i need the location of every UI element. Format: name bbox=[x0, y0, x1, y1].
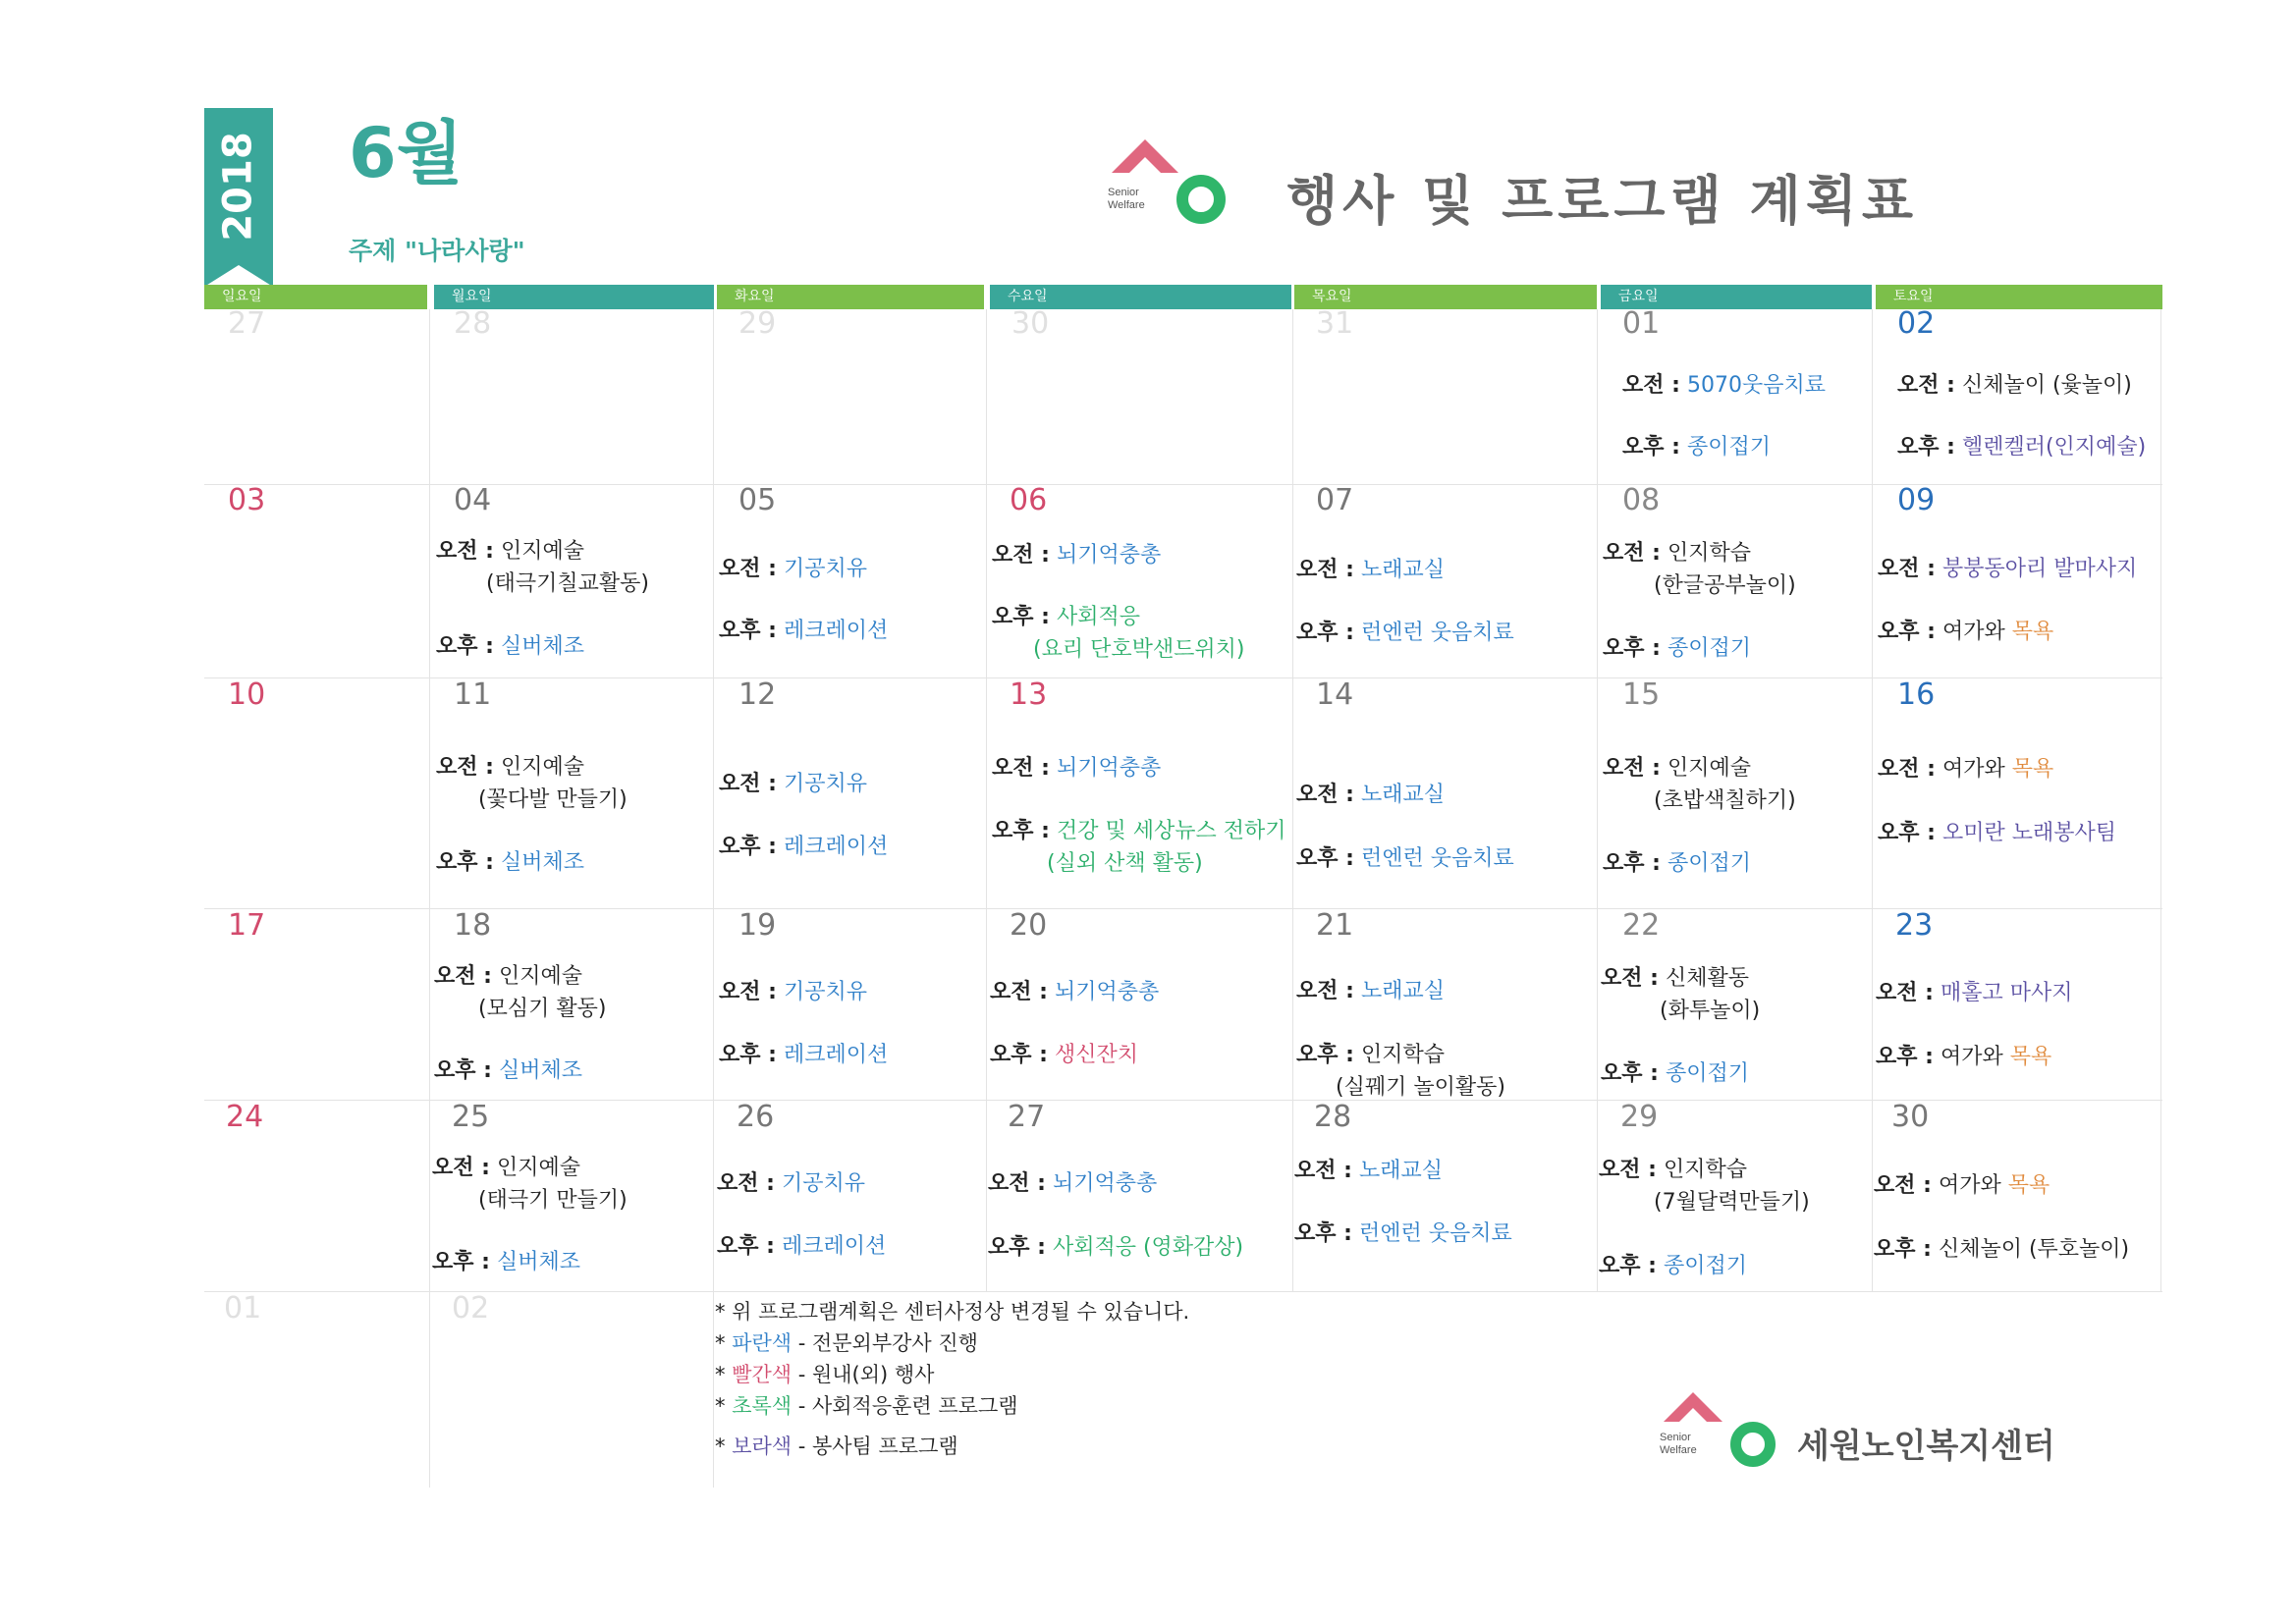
pm-program bbox=[1603, 631, 1751, 662]
pm-label: 오후 : bbox=[1296, 1043, 1354, 1067]
program-name: 종이접기 bbox=[1665, 1061, 1749, 1086]
weekday-mon: 월요일 bbox=[434, 285, 714, 309]
grid-v bbox=[986, 309, 987, 1291]
date-number: 01 bbox=[1622, 306, 1661, 341]
am-program bbox=[1603, 536, 1751, 567]
am-program bbox=[1603, 751, 1751, 782]
program-name: 노래교실 bbox=[1360, 979, 1445, 1003]
pm-label: 오후 : bbox=[719, 619, 777, 643]
am-program bbox=[436, 750, 584, 781]
date-number: 25 bbox=[452, 1100, 490, 1134]
note-blue-text: - 전문외부강사 진행 bbox=[792, 1331, 978, 1355]
program-name: 런엔런 웃음치료 bbox=[1360, 621, 1514, 645]
program-name: 목욕 bbox=[2009, 1045, 2052, 1069]
year-label: 2018 bbox=[216, 132, 262, 242]
am-program bbox=[717, 1166, 865, 1197]
pm-label: 오후 : bbox=[434, 1058, 492, 1083]
date-number: 31 bbox=[1316, 306, 1354, 341]
am-label: 오전 : bbox=[434, 964, 492, 989]
program-name: 인지예술 bbox=[498, 964, 582, 989]
pm-program bbox=[1296, 616, 1514, 646]
date-number: 30 bbox=[1891, 1100, 1930, 1134]
date-number: 23 bbox=[1895, 908, 1934, 943]
date-number: 08 bbox=[1622, 483, 1661, 517]
am-label: 오전 : bbox=[717, 1171, 775, 1196]
program-name: 5070웃음치료 bbox=[1686, 373, 1826, 398]
program-detail: (실꿰기 놀이활동) bbox=[1336, 1075, 1505, 1100]
date-number: 01 bbox=[224, 1291, 262, 1326]
am-program bbox=[992, 751, 1161, 782]
am-label: 오전 : bbox=[988, 1171, 1046, 1196]
document-title: 행사 및 프로그램 계획표 bbox=[1286, 170, 1919, 232]
program-detail: (7월달력만들기) bbox=[1654, 1190, 1810, 1215]
program-name: 인지예술 bbox=[1667, 756, 1751, 781]
program-prefix: 여가와 bbox=[1938, 1173, 2008, 1198]
program-name: 종이접기 bbox=[1667, 851, 1751, 876]
program-name: 뇌기억충총 bbox=[1054, 980, 1160, 1004]
program-name: 런엔런 웃음치료 bbox=[1358, 1221, 1512, 1246]
program-name: 실버체조 bbox=[498, 1058, 582, 1083]
program-name: 인지예술 bbox=[500, 539, 584, 564]
program-name: 사회적응 (영화감상) bbox=[1052, 1235, 1244, 1260]
program-name: 목욕 bbox=[2011, 757, 2054, 782]
am-program bbox=[432, 1151, 580, 1181]
program-name: 레크레이션 bbox=[783, 619, 889, 643]
circle-icon bbox=[1730, 1422, 1776, 1467]
pm-program bbox=[719, 1038, 888, 1068]
pm-program bbox=[1622, 430, 1771, 460]
am-program bbox=[1296, 778, 1445, 808]
am-program bbox=[1294, 1154, 1443, 1184]
date-number: 05 bbox=[738, 483, 777, 517]
note-purple-text: - 봉사팀 프로그램 bbox=[792, 1435, 958, 1458]
am-label: 오전 : bbox=[1296, 979, 1354, 1003]
date-number: 29 bbox=[1620, 1100, 1659, 1134]
program-name: 인지학습 bbox=[1360, 1043, 1445, 1067]
program-detail: (꽃다발 만들기) bbox=[478, 787, 628, 812]
program-name: 신체활동 bbox=[1665, 966, 1749, 991]
grid-h bbox=[204, 1291, 2162, 1292]
pm-label: 오후 : bbox=[717, 1234, 775, 1259]
weekday-wed: 수요일 bbox=[990, 285, 1291, 309]
program-name: 인지학습 bbox=[1663, 1158, 1747, 1182]
date-number: 29 bbox=[738, 306, 777, 341]
am-program bbox=[990, 975, 1159, 1005]
pm-program bbox=[432, 1245, 580, 1275]
pm-program bbox=[1601, 1056, 1749, 1087]
date-number: 17 bbox=[228, 908, 266, 943]
pm-program bbox=[988, 1230, 1243, 1261]
program-name: 기공치유 bbox=[783, 557, 867, 581]
month-title: 6월 bbox=[349, 113, 464, 193]
footer-logo bbox=[1656, 1384, 1793, 1473]
program-name: 목욕 bbox=[2007, 1173, 2050, 1198]
am-label: 오전 : bbox=[992, 543, 1050, 568]
note-green-label: 초록색 bbox=[732, 1394, 793, 1418]
program-name: 기공치유 bbox=[783, 772, 867, 796]
am-program bbox=[719, 552, 867, 582]
pm-label: 오후 : bbox=[1878, 620, 1936, 644]
am-label: 오전 : bbox=[1296, 558, 1354, 582]
program-name: 실버체조 bbox=[500, 850, 584, 875]
grid-v bbox=[1292, 309, 1293, 1291]
note-star: * bbox=[715, 1363, 733, 1386]
date-number: 28 bbox=[454, 306, 492, 341]
am-program bbox=[1622, 368, 1826, 399]
program-name: 뇌기억충총 bbox=[1056, 543, 1162, 568]
program-name: 기공치유 bbox=[781, 1171, 865, 1196]
am-label: 오전 : bbox=[1601, 966, 1659, 991]
program-name: 붕붕동아리 발마사지 bbox=[1941, 557, 2138, 581]
am-label: 오전 : bbox=[1622, 373, 1680, 398]
am-program bbox=[1601, 961, 1749, 992]
weekday-fri: 금요일 bbox=[1601, 285, 1872, 309]
grid-h bbox=[204, 1100, 2162, 1101]
roof-inner bbox=[1123, 157, 1167, 179]
program-name: 기공치유 bbox=[783, 980, 867, 1004]
am-label: 오전 : bbox=[436, 539, 494, 564]
pm-program bbox=[1897, 430, 2146, 460]
grid-h bbox=[204, 677, 2162, 678]
am-label: 오전 : bbox=[719, 980, 777, 1004]
pm-program bbox=[1296, 841, 1514, 872]
am-label: 오전 : bbox=[1878, 757, 1936, 782]
note-star: * bbox=[715, 1394, 733, 1418]
date-number: 04 bbox=[454, 483, 492, 517]
pm-label: 오후 : bbox=[719, 1043, 777, 1067]
program-name: 목욕 bbox=[2011, 620, 2054, 644]
note-star: * bbox=[715, 1435, 733, 1458]
am-label: 오전 : bbox=[1603, 541, 1661, 566]
program-name: 런엔런 웃음치료 bbox=[1360, 846, 1514, 871]
circle-icon bbox=[1176, 175, 1226, 224]
program-name: 종이접기 bbox=[1686, 435, 1771, 460]
note-green bbox=[715, 1390, 1018, 1420]
am-label: 오전 : bbox=[436, 755, 494, 780]
program-name: 레크레이션 bbox=[783, 835, 889, 859]
program-name: 뇌기억충총 bbox=[1056, 756, 1162, 781]
theme-label: 주제 "나라사랑" bbox=[349, 237, 525, 265]
program-name: 레크레이션 bbox=[783, 1043, 889, 1067]
note-blue bbox=[715, 1327, 978, 1357]
logo-text-welfare: Welfare bbox=[1108, 199, 1145, 211]
am-label: 오전 : bbox=[1897, 373, 1955, 398]
pm-label: 오후 : bbox=[719, 835, 777, 859]
pm-program bbox=[436, 845, 584, 876]
note-purple-label: 보라색 bbox=[732, 1435, 793, 1458]
pm-label: 오후 : bbox=[988, 1235, 1046, 1260]
logo-text-welfare: Welfare bbox=[1660, 1444, 1697, 1456]
program-name: 신체놀이 (투호놀이) bbox=[1938, 1237, 2130, 1262]
date-number: 27 bbox=[228, 306, 266, 341]
date-number: 10 bbox=[228, 677, 266, 712]
pm-program bbox=[1876, 1040, 2051, 1070]
program-name: 노래교실 bbox=[1358, 1159, 1443, 1183]
am-label: 오전 : bbox=[1878, 557, 1936, 581]
am-label: 오전 : bbox=[1294, 1159, 1352, 1183]
program-name: 뇌기억충총 bbox=[1052, 1171, 1158, 1196]
am-program bbox=[1897, 368, 2132, 399]
pm-program bbox=[436, 629, 584, 660]
pm-program bbox=[719, 614, 888, 644]
year-label-wrap bbox=[204, 108, 273, 265]
pm-program bbox=[992, 600, 1140, 630]
note-change: * 위 프로그램계획은 센터사정상 변경될 수 있습니다. bbox=[715, 1300, 1190, 1324]
program-name: 종이접기 bbox=[1663, 1254, 1747, 1278]
pm-program bbox=[1296, 1038, 1445, 1068]
program-detail: (태극기칠교활동) bbox=[486, 571, 649, 596]
program-name: 헬렌켈러(인지예술) bbox=[1961, 435, 2147, 460]
am-label: 오전 : bbox=[992, 756, 1050, 781]
pm-label: 오후 : bbox=[1601, 1061, 1659, 1086]
weekday-sun: 일요일 bbox=[204, 285, 427, 309]
date-number: 07 bbox=[1316, 483, 1354, 517]
note-red bbox=[715, 1359, 934, 1388]
note-red-label: 빨간색 bbox=[732, 1363, 793, 1386]
program-detail: (화투놀이) bbox=[1660, 999, 1761, 1023]
note-blue-label: 파란색 bbox=[732, 1331, 793, 1355]
pm-label: 오후 : bbox=[1874, 1237, 1932, 1262]
am-label: 오전 : bbox=[719, 772, 777, 796]
am-program bbox=[1878, 752, 2053, 783]
pm-label: 오후 : bbox=[1603, 636, 1661, 661]
program-name: 인지학습 bbox=[1667, 541, 1751, 566]
pm-label: 오후 : bbox=[1897, 435, 1955, 460]
center-name: 세원노인복지센터 bbox=[1797, 1427, 2055, 1466]
date-number: 30 bbox=[1011, 306, 1050, 341]
weekday-tue: 화요일 bbox=[717, 285, 984, 309]
pm-label: 오후 : bbox=[1603, 851, 1661, 876]
grid-v bbox=[2160, 309, 2161, 1291]
pm-label: 오후 : bbox=[992, 819, 1050, 843]
am-program bbox=[1599, 1153, 1747, 1183]
pm-program bbox=[1294, 1217, 1512, 1247]
am-program bbox=[719, 767, 867, 797]
date-number: 27 bbox=[1008, 1100, 1046, 1134]
note-purple bbox=[715, 1431, 958, 1460]
am-program bbox=[719, 975, 867, 1005]
program-detail: (모심기 활동) bbox=[478, 997, 607, 1021]
date-number: 03 bbox=[228, 483, 266, 517]
pm-program bbox=[1874, 1232, 2129, 1263]
pm-label: 오후 : bbox=[432, 1250, 490, 1274]
grid-h bbox=[204, 908, 2162, 909]
pm-program bbox=[717, 1229, 886, 1260]
date-number: 28 bbox=[1314, 1100, 1352, 1134]
logo-text-senior: Senior bbox=[1660, 1432, 1691, 1443]
date-number: 12 bbox=[738, 677, 777, 712]
date-number: 15 bbox=[1622, 677, 1661, 712]
am-program bbox=[1296, 974, 1445, 1004]
program-detail: (요리 단호박샌드위치) bbox=[1033, 637, 1245, 662]
program-detail: (실외 산책 활동) bbox=[1047, 851, 1203, 876]
am-label: 오전 : bbox=[1876, 981, 1934, 1005]
weekday-sat: 토요일 bbox=[1876, 285, 2162, 309]
pm-program bbox=[1878, 615, 2053, 645]
pm-label: 오후 : bbox=[990, 1043, 1048, 1067]
weekday-thu: 목요일 bbox=[1294, 285, 1597, 309]
date-number: 13 bbox=[1010, 677, 1048, 712]
pm-label: 오후 : bbox=[436, 850, 494, 875]
program-detail: (초밥색칠하기) bbox=[1654, 788, 1796, 813]
am-program bbox=[1874, 1168, 2050, 1199]
senior-welfare-logo bbox=[1100, 135, 1237, 229]
am-program bbox=[1296, 553, 1445, 583]
program-name: 매홀고 마사지 bbox=[1940, 981, 2073, 1005]
pm-label: 오후 : bbox=[1296, 846, 1354, 871]
program-name: 노래교실 bbox=[1360, 558, 1445, 582]
am-program bbox=[1876, 976, 2072, 1006]
program-name: 건강 및 세상뉴스 전하기 bbox=[1056, 819, 1286, 843]
am-label: 오전 : bbox=[1296, 783, 1354, 807]
am-label: 오전 : bbox=[1599, 1158, 1657, 1182]
grid-v bbox=[1597, 309, 1598, 1291]
date-number: 26 bbox=[737, 1100, 775, 1134]
pm-label: 오후 : bbox=[1296, 621, 1354, 645]
pm-label: 오후 : bbox=[1622, 435, 1680, 460]
date-number: 20 bbox=[1010, 908, 1048, 943]
program-name: 오미란 노래봉사팀 bbox=[1941, 821, 2116, 845]
date-number: 24 bbox=[226, 1100, 264, 1134]
date-number: 11 bbox=[454, 677, 492, 712]
program-name: 실버체조 bbox=[500, 634, 584, 659]
grid-v bbox=[429, 309, 430, 1488]
date-number: 16 bbox=[1897, 677, 1936, 712]
logo-text-senior: Senior bbox=[1108, 187, 1139, 198]
pm-program bbox=[434, 1054, 582, 1084]
pm-label: 오후 : bbox=[1294, 1221, 1352, 1246]
program-name: 인지예술 bbox=[500, 755, 584, 780]
note-green-text: - 사회적응훈련 프로그램 bbox=[792, 1394, 1018, 1418]
program-prefix: 여가와 bbox=[1941, 757, 2012, 782]
grid-h bbox=[204, 484, 2162, 485]
pm-program bbox=[1878, 816, 2116, 846]
program-detail: (한글공부놀이) bbox=[1654, 573, 1796, 598]
pm-program bbox=[719, 830, 888, 860]
program-name: 사회적응 bbox=[1056, 605, 1140, 629]
pm-program bbox=[1599, 1249, 1747, 1279]
note-star: * bbox=[715, 1331, 733, 1355]
grid-v bbox=[713, 309, 714, 1488]
program-detail: (태극기 만들기) bbox=[478, 1188, 628, 1213]
date-number: 18 bbox=[454, 908, 492, 943]
pm-program bbox=[990, 1038, 1138, 1068]
program-name: 종이접기 bbox=[1667, 636, 1751, 661]
date-number: 21 bbox=[1316, 908, 1354, 943]
program-name: 노래교실 bbox=[1360, 783, 1445, 807]
am-label: 오전 : bbox=[1874, 1173, 1932, 1198]
am-label: 오전 : bbox=[719, 557, 777, 581]
roof-inner bbox=[1674, 1408, 1712, 1427]
program-name: 레크레이션 bbox=[781, 1234, 887, 1259]
date-number: 02 bbox=[1897, 306, 1936, 341]
date-number: 09 bbox=[1897, 483, 1936, 517]
date-number: 22 bbox=[1622, 908, 1661, 943]
date-number: 14 bbox=[1316, 677, 1354, 712]
pm-label: 오후 : bbox=[992, 605, 1050, 629]
pm-label: 오후 : bbox=[1878, 821, 1936, 845]
year-ribbon-tip bbox=[204, 265, 273, 287]
program-name: 실버체조 bbox=[496, 1250, 580, 1274]
program-prefix: 여가와 bbox=[1940, 1045, 2010, 1069]
am-program bbox=[436, 534, 584, 565]
note-red-text: - 원내(외) 행사 bbox=[792, 1363, 935, 1386]
pm-label: 오후 : bbox=[436, 634, 494, 659]
pm-label: 오후 : bbox=[1599, 1254, 1657, 1278]
am-program bbox=[992, 538, 1161, 568]
pm-label: 오후 : bbox=[1876, 1045, 1934, 1069]
am-label: 오전 : bbox=[990, 980, 1048, 1004]
pm-program bbox=[1603, 846, 1751, 877]
date-number: 02 bbox=[452, 1291, 490, 1326]
date-number: 19 bbox=[738, 908, 777, 943]
am-program bbox=[1878, 552, 2137, 582]
program-name: 인지예술 bbox=[496, 1156, 580, 1180]
program-prefix: 여가와 bbox=[1941, 620, 2012, 644]
grid-v bbox=[1872, 309, 1873, 1291]
am-program bbox=[434, 959, 582, 990]
pm-program bbox=[992, 814, 1285, 844]
am-label: 오전 : bbox=[1603, 756, 1661, 781]
program-name: 신체놀이 (윷놀이) bbox=[1961, 373, 2132, 398]
am-label: 오전 : bbox=[432, 1156, 490, 1180]
program-name: 생신잔치 bbox=[1054, 1043, 1138, 1067]
date-number: 06 bbox=[1010, 483, 1048, 517]
am-program bbox=[988, 1166, 1157, 1197]
